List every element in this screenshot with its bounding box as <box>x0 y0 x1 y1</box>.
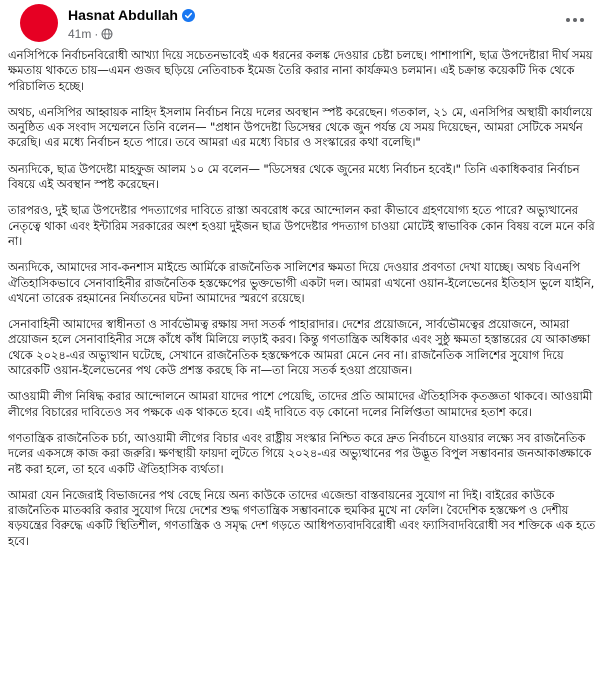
meta-separator: · <box>94 27 99 41</box>
verified-badge-icon <box>182 9 195 22</box>
post-paragraph: এনসিপিকে নির্বাচনবিরোধী আখ্যা দিয়ে সচেতনভাবেই এক ধরনের কলঙ্ক দেওয়ার চেষ্টা চলছে। পাশাপাশি, ছাত্র উপদেষ্টারা দীর্ঘ সময় ক্ষমতায় থাকতে চায়—এমন গুজব ছড়িয়ে নেতিবাচক ইমেজ তৈরি করার নানা কার্যক্রমও চলমান। এই চক্রান্ত কয়েকটি দিক থেকে পরিচালিত হচ্ছে। <box>8 48 593 93</box>
post-body <box>4 48 605 549</box>
author-name[interactable]: Hasnat Abdullah <box>68 7 178 23</box>
post-header <box>4 0 605 48</box>
post-paragraph: আমরা যেন নিজেরাই বিভাজনের পথ বেছে নিয়ে অন্য কাউকে তাদের এজেন্ডা বাস্তবায়নের সুযোগ না দিই। বাইরের কাউকে রাজনৈতিক মাতব্বরি করার সুযোগ দিয়ে দেশের শুদ্ধ গণতান্ত্রিক সম্ভাবনাকে হুমকির মুখে না ফেলি। বৈদেশিক হস্তক্ষেপ ও দেশীয় ষড়যন্ত্রের বিরুদ্ধে একটি স্থিতিশীল, গণতান্ত্রিক ও সমৃদ্ধ দেশ গড়তে আধিপত্যবাদবিরোধী এবং ফ্যাসিবাদবিরোধী সব শক্তিকে এক হতে হবে। <box>8 487 596 548</box>
author-line <box>68 7 195 23</box>
more-options-icon[interactable] <box>563 10 587 30</box>
post-meta <box>68 27 113 41</box>
post-paragraph: অন্যদিকে, আমাদের সাব-কনশাস মাইন্ডে আর্মিকে রাজনৈতিক সালিশের ক্ষমতা দিয়ে দেওয়ার প্রবণতা দেখা যাচ্ছে। অথচ বিএনপি ঐতিহাসিকভাবে সেনাবাহিনীর রাজনৈতিক হস্তক্ষেপের ভুক্তভোগী একটা দল। আমরা এখনো ওয়ান-ইলেভেনের ইতিহাস ভুলে যাইনি, এখনো তারেক রহমানের নির্যাতনের ঘটনা আমাদের স্মরণে রয়েছে। <box>8 260 595 305</box>
post-paragraph: সেনাবাহিনী আমাদের স্বাধীনতা ও সার্বভৌমত্ব রক্ষায় সদা সতর্ক পাহারাদার। দেশের প্রয়োজনে, সার্বভৌমত্বের প্রয়োজনে, আমরা প্রয়োজন হলে সেনাবাহিনীর সঙ্গে কাঁধে কাঁধ মিলিয়ে লড়াই করব। কিন্তু গণতান্ত্রিক অধিকার এবং সুষ্ঠু ক্ষমতা হস্তান্তরের যে আকাঙ্ক্ষা থেকে ২০২৪-এর অভ্যুত্থান ঘটেছে, সেখানে রাজনৈতিক হস্তক্ষেপকে আমরা মেনে নেব না। রাজনৈতিক সালিশের সুযোগ দিয়ে আরেকটি ওয়ান-ইলেভেনের পথ কেউ প্রশস্ত করছে কি না—তা নিয়ে সতর্ক হওয়া প্রয়োজন। <box>8 317 591 378</box>
post-time[interactable]: 41m <box>68 27 92 41</box>
globe-icon <box>101 28 113 40</box>
avatar[interactable] <box>20 4 58 42</box>
post-paragraph: অথচ, এনসিপির আহ্বায়ক নাহিদ ইসলাম নির্বাচন নিয়ে দলের অবস্থান স্পষ্ট করেছেন। গতকাল, ২১ মে, এনসিপির অস্থায়ী কার্যালয়ে অনুষ্ঠিত এক সংবাদ সম্মেলনে তিনি বলেন— "প্রধান উপদেষ্টা ডিসেম্বর থেকে জুন পর্যন্ত যে সময় দিয়েছেন, আমরা সেটিকে সমর্থন করেছি। এর মধ্যে নির্বাচন হতে পারে। তবে আমরা এর মধ্যে বিচার ও সংস্কারের কথা বলেছি।" <box>8 104 593 150</box>
post-paragraph: তারপরও, দুই ছাত্র উপদেষ্টার পদত্যাগের দাবিতে রাস্তা অবরোধ করে আন্দোলন করা কীভাবে গ্রহণযোগ্য হতে পারে? অভ্যুত্থানের নেতৃত্বে থাকা এবং ইন্টারিম সরকারের অংশ হওয়া দুইজন ছাত্র উপদেষ্টার পদত্যাগ চাওয়া মোটেই স্বাভাবিক কোন বিষয় বলে মনে করি না। <box>8 203 595 248</box>
post-paragraph: অন্যদিকে, ছাত্র উপদেষ্টা মাহফুজ আলম ১০ মে বলেন— "ডিসেম্বর থেকে জুনের মধ্যে নির্বাচন হবেই।" তিনি একাধিকবার নির্বাচন বিষয়ে এই অবস্থান স্পষ্ট করেছেন। <box>8 161 580 192</box>
post-paragraph: গণতান্ত্রিক রাজনৈতিক চর্চা, আওয়ামী লীগের বিচার এবং রাষ্ট্রীয় সংস্কার নিশ্চিত করে দ্রুত নির্বাচনে যাওয়ার লক্ষ্যে সব রাজনৈতিক দলের একসঙ্গে কাজ করা জরুরি। ক্ষণস্থায়ী ফায়দা লুটতে গিয়ে ২০২৪-এর অভ্যুত্থানের পর উদ্ভূত বিপুল সম্ভাবনার জনআকাঙ্ক্ষাকে নষ্ট করা হলে, তা হবে একটি ঐতিহাসিক ব্যর্থতা। <box>8 430 592 476</box>
post-paragraph: আওয়ামী লীগ নিষিদ্ধ করার আন্দোলনে আমরা যাদের পাশে পেয়েছি, তাদের প্রতি আমাদের ঐতিহাসিক কৃতজ্ঞতা থাকবে। আওয়ামী লীগের বিচারের দাবিতেও সব পক্ষকে এক থাকতে হবে। এই দাবিতে বড় কোনো দলের নির্লিপ্ততা আমাদের হতাশ করে। <box>8 389 593 419</box>
